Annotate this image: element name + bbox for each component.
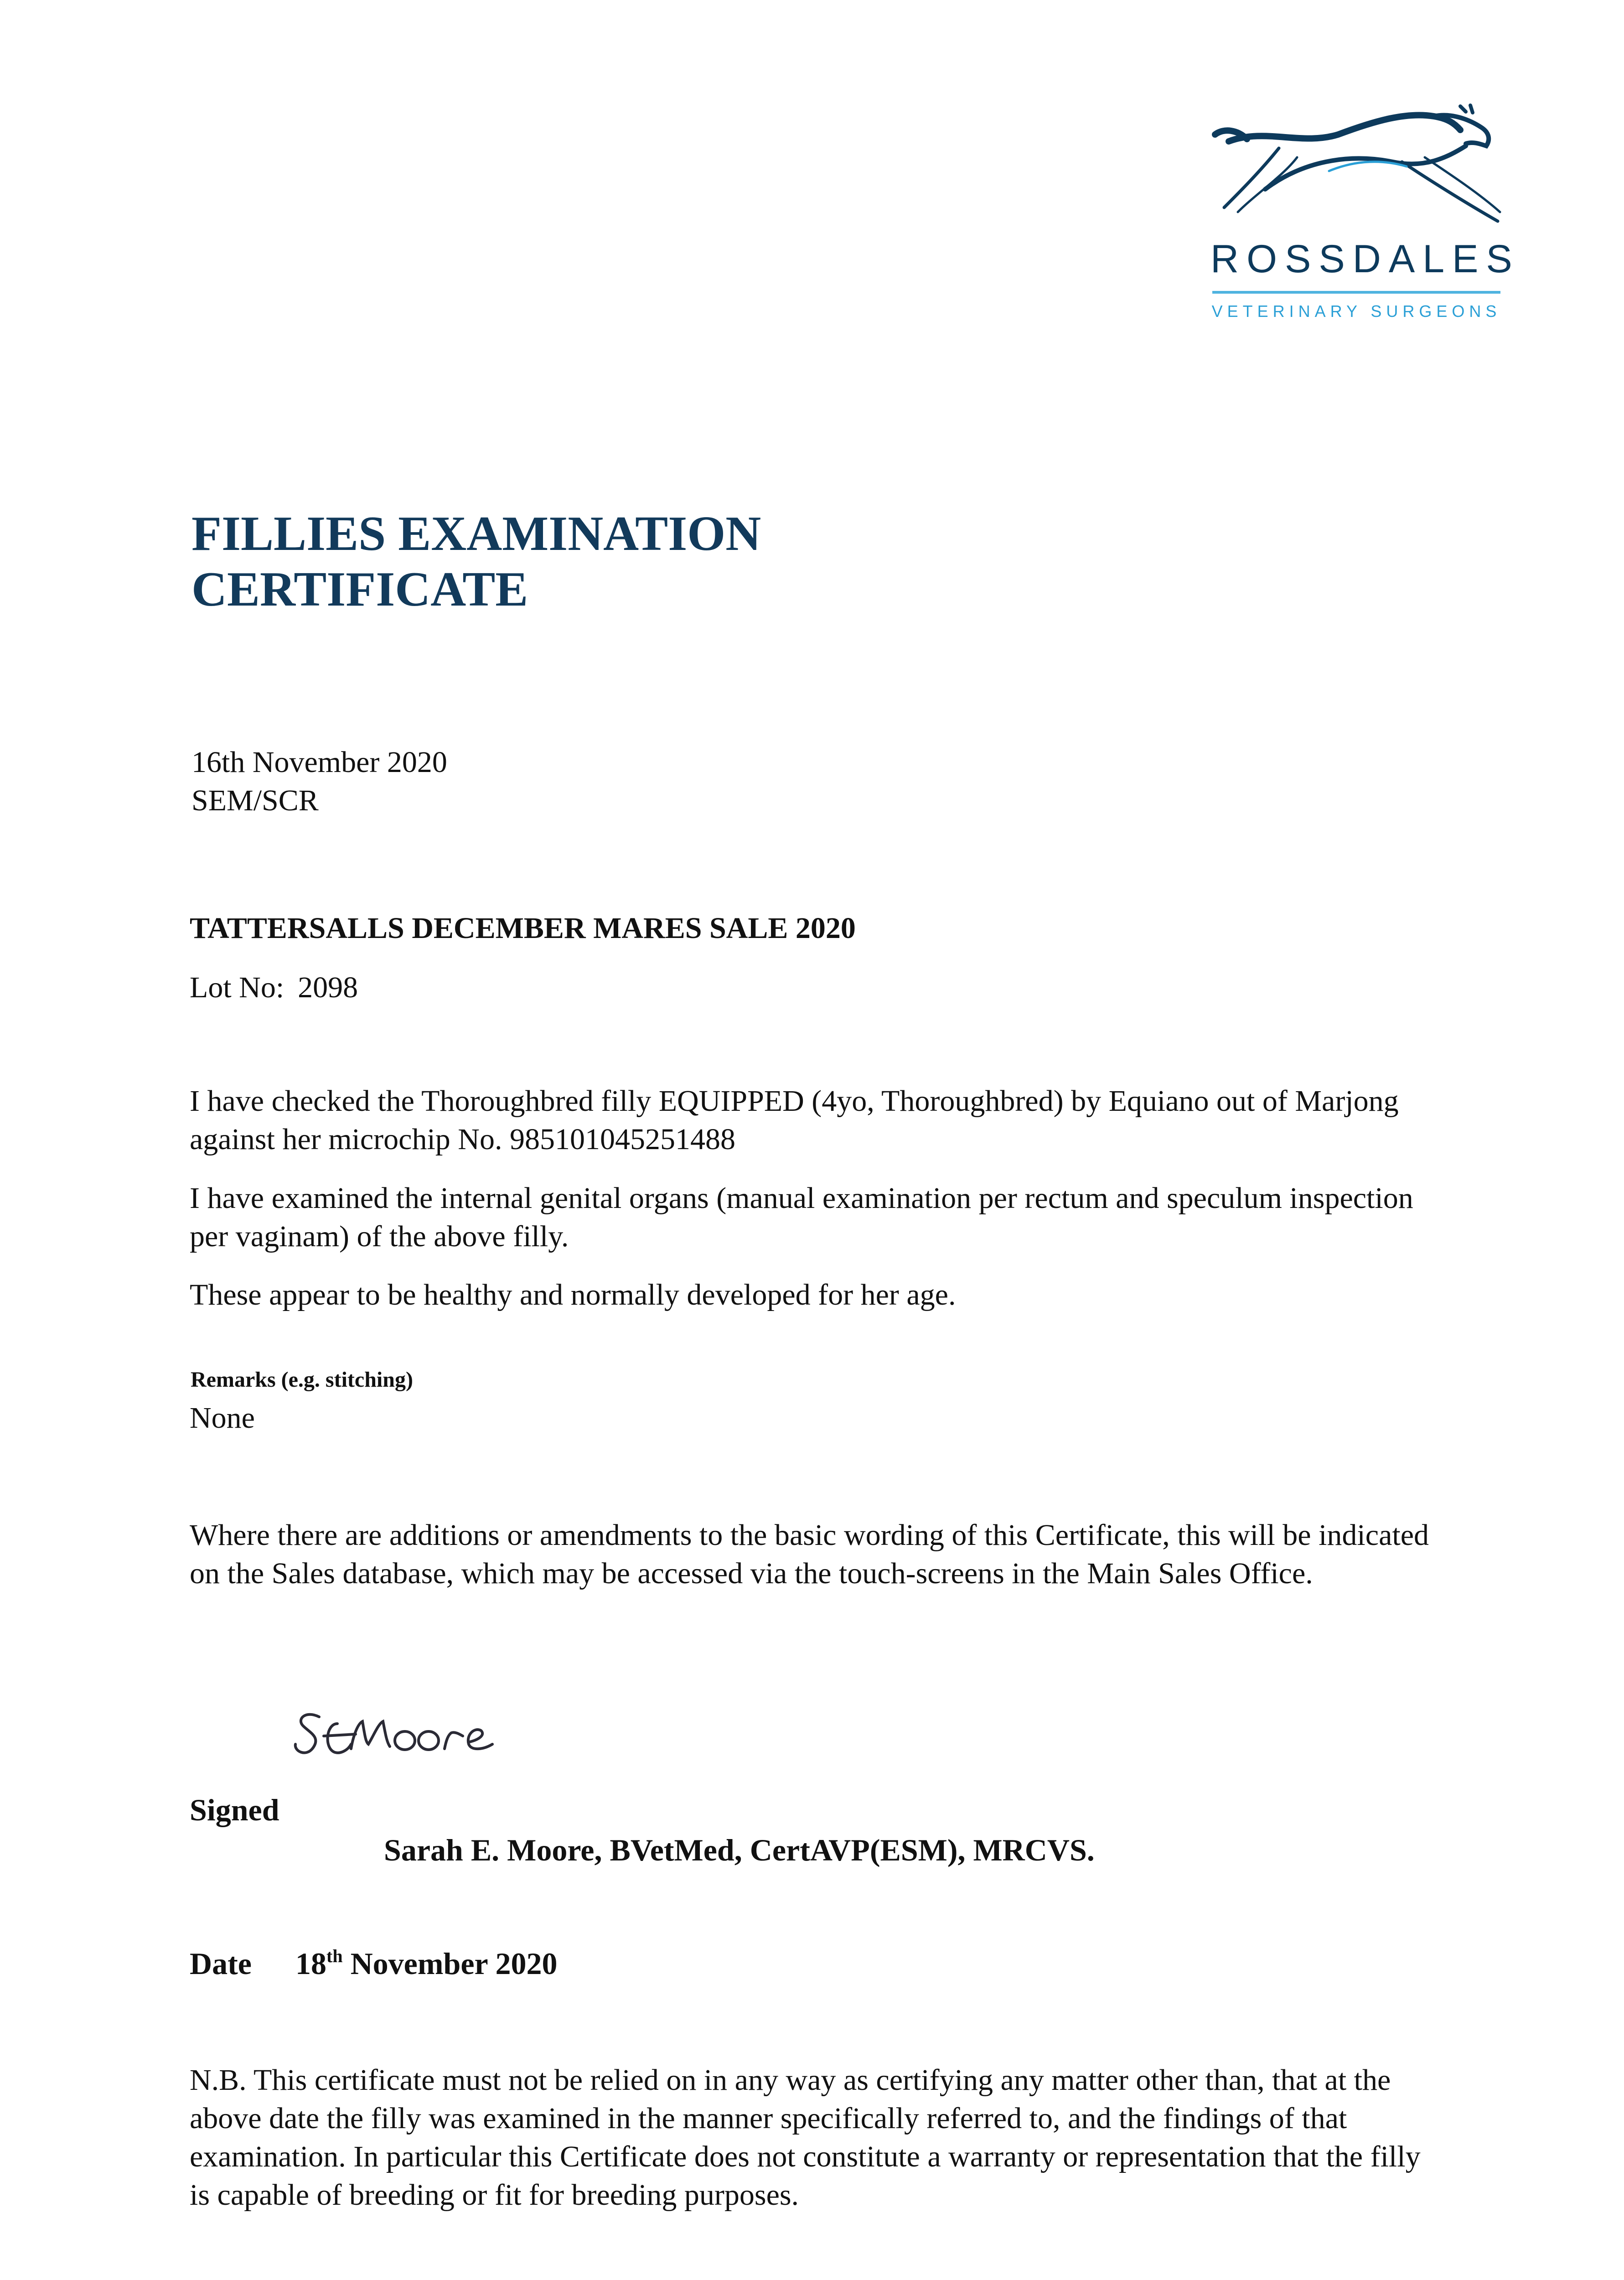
lot-number-line [190,970,358,1005]
lot-number: 2098 [298,971,358,1004]
signer-name: Sarah E. Moore, BVetMed, CertAVP(ESM), MRCVS. [384,1833,1095,1867]
sale-name: TATTERSALLS DECEMBER MARES SALE 2020 [190,912,856,945]
identification-paragraph: I have checked the Thoroughbred filly EQUIPPED (4yo, Thoroughbred) by Equiano out of Marjong against her microchip No. 985101045251488 [190,1084,1399,1156]
page-title [191,506,761,617]
date-day: 18 [295,1946,326,1981]
remarks-value: None [190,1401,255,1435]
disclaimer: N.B. This certificate must not be relied on in any way as certifying any matter other than, that at the above date the filly was examined in the manner specifically referred to, and the findings of that examination. In particular this Certificate does not constitute a warranty or representation that the filly is capable of breeding or fit for breeding purposes. [190,2063,1421,2212]
amendments-note: Where there are additions or amendments to the basic wording of this Certificate, this will be indicated on the Sales database, which may be accessed via the touch-screens in the Main Sales Office. [190,1518,1429,1590]
logo-subtitle: VETERINARY SURGEONS [1211,302,1501,321]
leaping-horse-icon [1210,103,1502,239]
logo-wordmark: ROSSDALES [1210,237,1520,281]
date-month-year: November 2020 [350,1946,558,1981]
remarks-label: Remarks (e.g. stitching) [191,1368,413,1392]
findings-paragraph: These appear to be healthy and normally developed for her age. [190,1278,956,1311]
date-label: Date [190,1946,252,1981]
title-line-1: FILLIES EXAMINATION [191,507,761,561]
title-line-2: CERTIFICATE [191,562,528,617]
lot-label: Lot No: [190,971,284,1004]
examination-paragraph: I have examined the internal genital organs (manual examination per rectum and speculum inspection per vaginam) of the above filly. [190,1181,1413,1253]
signed-label: Signed [190,1793,279,1827]
reference-code: SEM/SCR [191,784,319,817]
rossdales-logo [1210,103,1520,340]
logo-divider [1212,291,1500,294]
issue-date: 16th November 2020 [191,746,447,779]
date-suffix: th [326,1946,343,1966]
signature-date [295,1946,557,1982]
reference-block [191,743,447,820]
handwritten-signature [287,1699,543,1772]
